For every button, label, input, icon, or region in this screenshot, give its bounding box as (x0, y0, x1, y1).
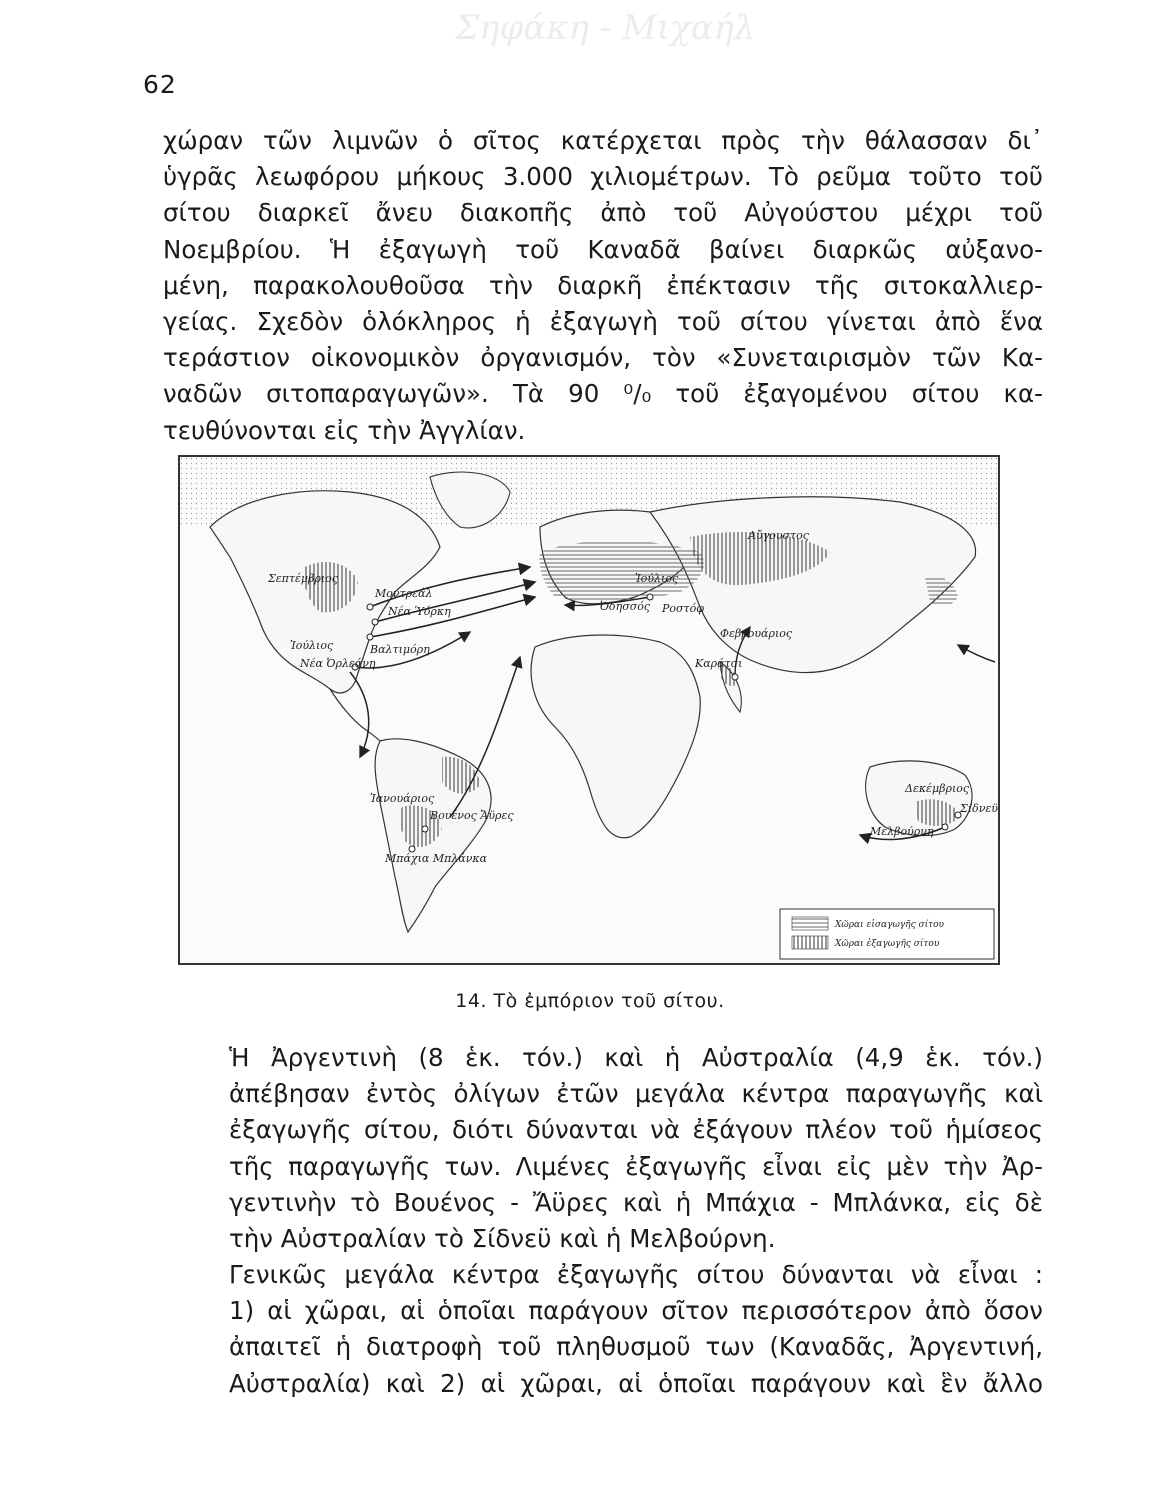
figure-caption: 14. Τὸ ἐμπόριον τοῦ σίτου. (455, 990, 725, 1012)
legend-import-label: Χῶραι εἰσαγωγῆς σίτου (835, 920, 945, 930)
text-line: ἐξαγωγῆς σίτου, διότι δύνανται νὰ ἐξάγουν πλέον τοῦ ἡμίσεος (229, 1115, 1043, 1145)
legend-export-label: Χῶραι ἐξαγωγῆς σίτου (835, 939, 940, 949)
port-melbourne-dot (942, 824, 948, 830)
label-sydney: Σίδνεϋ (960, 802, 998, 815)
label-bahia-blanca: Μπάχια Μπλάνκα (385, 852, 488, 865)
label-odessa: Ὀδησσός (600, 600, 651, 613)
text-line: ὑγρᾶς λεωφόρου μήκους 3.000 χιλιομέτρων. Τὸ ρεῦμα τοῦτο τοῦ (163, 162, 1043, 192)
text-line: Γενικῶς μεγάλα κέντρα ἐξαγωγῆς σίτου δύνανται νὰ εἶναι : (229, 1260, 1043, 1289)
text-line: ἀπαιτεῖ ἡ διατροφὴ τοῦ πληθυσμοῦ των (Καναδᾶς, Ἀργεντινή, (229, 1332, 1043, 1362)
label-january: Ἰανουάριος (370, 792, 435, 805)
page-number: 62 (143, 70, 177, 99)
label-new-york: Νέα Ὑόρκη (388, 605, 451, 618)
port-new-york-dot (372, 619, 378, 625)
label-february: Φεβρουάριος (720, 627, 793, 640)
legend-export-swatch (792, 936, 828, 949)
import-region-europe (540, 541, 704, 602)
world-map-svg (180, 457, 998, 963)
text-line: τὴν Αὐστραλίαν τὸ Σίδνεϋ καὶ ἡ Μελβούρνη. (229, 1224, 776, 1254)
text-line: μένη, παρακολουθοῦσα τὴν διαρκῆ ἐπέκτασιν τῆς σιτοκαλλιερ- (163, 270, 1043, 300)
text-line: τευθύνονται εἰς τὴν Ἀγγλίαν. (163, 415, 526, 445)
port-buenos-aires-dot (422, 826, 428, 832)
paragraph-argentina-australia (163, 1040, 1043, 1257)
paragraph-export-centers (163, 1257, 1043, 1402)
port-baltimore-dot (367, 634, 373, 640)
text-line: Ἡ Ἀργεντινὴ (8 ἑκ. τόν.) καὶ ἡ Αὐστραλία (4,9 ἑκ. τόν.) (229, 1043, 1043, 1072)
text-line: 1) αἱ χῶραι, αἱ ὁποῖαι παράγουν σῖτον περισσότερον ἀπὸ ὅσον (229, 1296, 1043, 1326)
text-line: τῆς παραγωγῆς των. Λιμένες ἐξαγωγῆς εἶναι εἰς μὲν τὴν Ἀρ- (229, 1151, 1043, 1181)
text-line: γείας. Σχεδὸν ὁλόκληρος ἡ ἐξαγωγὴ τοῦ σίτου γίνεται ἀπὸ ἕνα (163, 307, 1043, 337)
label-july-north-america: Ἰούλιος (290, 639, 334, 652)
wheat-trade-map (178, 455, 1000, 965)
text-line: τεράστιον οἰκονομικὸν ὀργανισμόν, τὸν «Συνεταιρισμὸν τῶν Κα- (163, 343, 1043, 373)
port-karachi-dot (732, 674, 738, 680)
label-august: Αὔγουστος (748, 529, 809, 542)
text-line: ἀπέβησαν ἐντὸς ὀλίγων ἐτῶν μεγάλα κέντρα παραγωγῆς καὶ (229, 1079, 1043, 1109)
text-line: χώραν τῶν λιμνῶν ὁ σῖτος κατέρχεται πρὸς τὴν θάλασσαν δι᾽ (163, 126, 1043, 155)
text-line: Νοεμβρίου. Ἡ ἐξαγωγὴ τοῦ Καναδᾶ βαίνει διαρκῶς αὐξανο- (163, 234, 1043, 264)
map-legend (780, 909, 994, 959)
label-buenos-aires: Βουένος Ἄϋρες (430, 809, 514, 822)
paragraph-canada-export (163, 123, 1043, 449)
label-september: Σεπτέμβριος (268, 572, 338, 585)
label-new-orleans: Νέα Ὀρλεάνη (300, 657, 376, 670)
label-karachi: Καράτσι (695, 657, 743, 670)
label-melbourne: Μελβούρνη (870, 825, 934, 838)
route-far-east (958, 645, 995, 662)
faint-pencil-header: Σηφάκη - Μιχαήλ (455, 8, 756, 48)
text-line: Αὐστραλία) καὶ 2) αἱ χῶραι, αἱ ὁποῖαι παράγουν καὶ ἓν ἄλλο (229, 1368, 1043, 1398)
label-baltimore: Βαλτιμόρη (370, 643, 430, 656)
label-july-europe: Ἰούλιος (635, 572, 679, 585)
text-line: σίτου διαρκεῖ ἄνευ διακοπῆς ἀπὸ τοῦ Αὐγούστου μέχρι τοῦ (163, 198, 1043, 228)
text-line: ναδῶν σιτοπαραγωγῶν». Τὰ 90 ⁰/₀ τοῦ ἐξαγομένου σίτου κα- (163, 379, 1043, 409)
label-december: Δεκέμβριος (905, 782, 970, 795)
port-montreal-dot (367, 604, 373, 610)
label-rostov: Ροστόφ (662, 602, 704, 615)
legend-import-swatch (792, 917, 828, 930)
label-montreal: Μοντρεάλ (375, 587, 433, 600)
africa-landmass (531, 635, 700, 838)
central-america-landmass (330, 689, 380, 741)
text-line: γεντινὴν τὸ Βουένος - Ἄϋρες καὶ ἡ Μπάχια - Μπλάνκα, εἰς δὲ (229, 1187, 1043, 1217)
